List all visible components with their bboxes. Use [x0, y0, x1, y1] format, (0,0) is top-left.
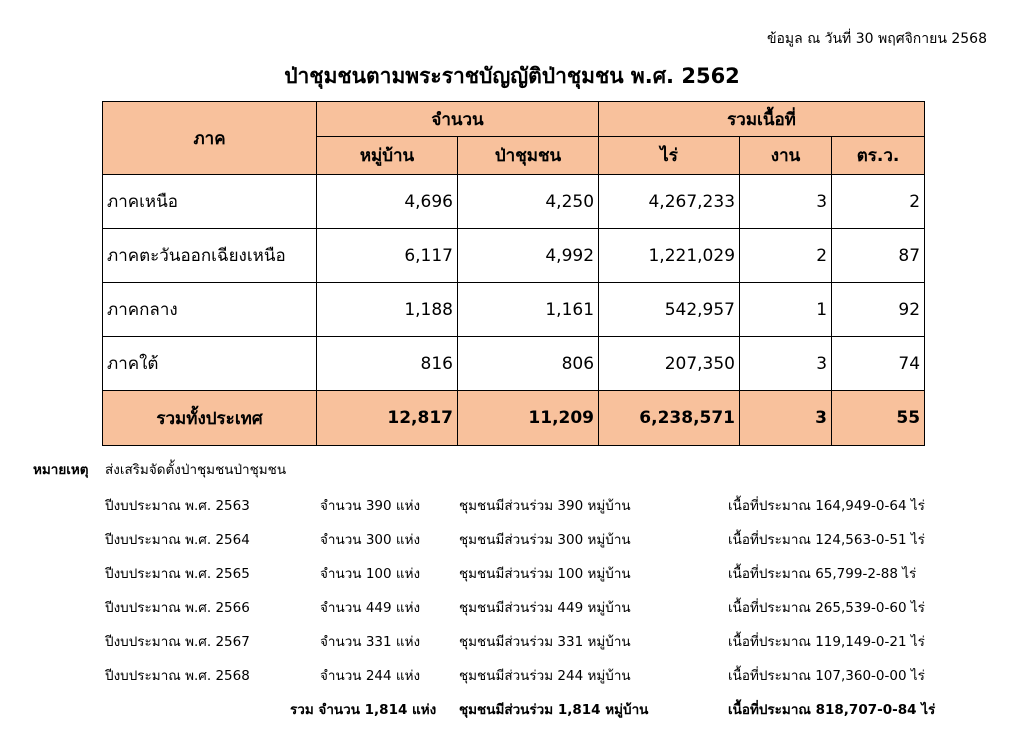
cell-rai: 4,267,233: [599, 175, 740, 229]
header-region: ภาค: [103, 102, 317, 175]
notes-line: [0, 664, 1024, 684]
cell-wa: 92: [832, 283, 925, 337]
header-wa: ตร.ว.: [832, 137, 925, 175]
note-year: ปีงบประมาณ พ.ศ. 2563: [105, 498, 250, 514]
notes-line: [0, 562, 1024, 582]
note-count: จำนวน 244 แห่ง: [320, 668, 421, 684]
note-count: จำนวน 331 แห่ง: [320, 634, 421, 650]
date-note: ข้อมูล ณ วันที่ 30 พฤศจิกายน 2568: [766, 31, 987, 47]
note-community: ชุมชนมีส่วนร่วม 449 หมู่บ้าน: [459, 600, 631, 616]
cell-villages: 6,117: [317, 229, 458, 283]
note-count: จำนวน 390 แห่ง: [320, 498, 421, 514]
note-area: เนื้อที่ประมาณ 65,799-2-88 ไร่: [728, 566, 917, 582]
cell-total-villages: 12,817: [317, 391, 458, 446]
note-community: ชุมชนมีส่วนร่วม 331 หมู่บ้าน: [459, 634, 631, 650]
note-community: ชุมชนมีส่วนร่วม 244 หมู่บ้าน: [459, 668, 631, 684]
cell-wa: 74: [832, 337, 925, 391]
header-villages: หมู่บ้าน: [317, 137, 458, 175]
note-year: ปีงบประมาณ พ.ศ. 2565: [105, 566, 250, 582]
table-row: [103, 337, 925, 391]
table-row: [103, 229, 925, 283]
cell-forests: 806: [458, 337, 599, 391]
cell-villages: 816: [317, 337, 458, 391]
cell-total-forests: 11,209: [458, 391, 599, 446]
cell-forests: 4,250: [458, 175, 599, 229]
cell-ngan: 1: [740, 283, 832, 337]
notes-line: [0, 494, 1024, 514]
notes-heading: ส่งเสริมจัดตั้งป่าชุมชนป่าชุมชน: [105, 462, 287, 478]
community-forest-table: [102, 101, 925, 446]
cell-total-wa: 55: [832, 391, 925, 446]
note-count: จำนวน 100 แห่ง: [320, 566, 421, 582]
note-count: จำนวน 449 แห่ง: [320, 600, 421, 616]
header-rai: ไร่: [599, 137, 740, 175]
note-count: จำนวน 300 แห่ง: [320, 532, 421, 548]
note-community: ชุมชนมีส่วนร่วม 390 หมู่บ้าน: [459, 498, 631, 514]
notes-line: [0, 596, 1024, 616]
cell-wa: 87: [832, 229, 925, 283]
notes-line: [0, 528, 1024, 548]
cell-ngan: 3: [740, 175, 832, 229]
cell-total-rai: 6,238,571: [599, 391, 740, 446]
cell-villages: 1,188: [317, 283, 458, 337]
header-area-group: รวมเนื้อที่: [599, 102, 925, 137]
cell-rai: 207,350: [599, 337, 740, 391]
header-count-group: จำนวน: [317, 102, 599, 137]
note-community: ชุมชนมีส่วนร่วม 300 หมู่บ้าน: [459, 532, 631, 548]
note-area: เนื้อที่ประมาณ 124,563-0-51 ไร่: [728, 532, 925, 548]
summary-community: ชุมชนมีส่วนร่วม 1,814 หมู่บ้าน: [459, 702, 649, 718]
note-area: เนื้อที่ประมาณ 265,539-0-60 ไร่: [728, 600, 925, 616]
cell-ngan: 3: [740, 337, 832, 391]
cell-ngan: 2: [740, 229, 832, 283]
note-area: เนื้อที่ประมาณ 107,360-0-00 ไร่: [728, 668, 925, 684]
summary-count: รวม จำนวน 1,814 แห่ง: [290, 702, 437, 718]
cell-region: ภาคเหนือ: [103, 175, 317, 229]
note-area: เนื้อที่ประมาณ 119,149-0-21 ไร่: [728, 634, 925, 650]
total-row: [103, 391, 925, 446]
cell-region: ภาคกลาง: [103, 283, 317, 337]
note-community: ชุมชนมีส่วนร่วม 100 หมู่บ้าน: [459, 566, 631, 582]
header-row-group: [103, 102, 925, 137]
note-year: ปีงบประมาณ พ.ศ. 2566: [105, 600, 250, 616]
cell-rai: 542,957: [599, 283, 740, 337]
cell-total-label: รวมทั้งประเทศ: [103, 391, 317, 446]
cell-wa: 2: [832, 175, 925, 229]
note-area: เนื้อที่ประมาณ 164,949-0-64 ไร่: [728, 498, 925, 514]
note-year: ปีงบประมาณ พ.ศ. 2567: [105, 634, 250, 650]
header-forests: ป่าชุมชน: [458, 137, 599, 175]
header-ngan: งาน: [740, 137, 832, 175]
cell-forests: 4,992: [458, 229, 599, 283]
summary-area: เนื้อที่ประมาณ 818,707-0-84 ไร่: [728, 702, 936, 718]
page-title: ป่าชุมชนตามพระราชบัญญัติป่าชุมชน พ.ศ. 2562: [284, 64, 740, 88]
note-year: ปีงบประมาณ พ.ศ. 2568: [105, 668, 250, 684]
cell-villages: 4,696: [317, 175, 458, 229]
notes-summary: [0, 698, 1024, 718]
notes-line: [0, 630, 1024, 650]
table-row: [103, 175, 925, 229]
table-row: [103, 283, 925, 337]
cell-region: ภาคตะวันออกเฉียงเหนือ: [103, 229, 317, 283]
cell-total-ngan: 3: [740, 391, 832, 446]
notes-label: หมายเหตุ: [33, 462, 89, 478]
cell-region: ภาคใต้: [103, 337, 317, 391]
note-year: ปีงบประมาณ พ.ศ. 2564: [105, 532, 250, 548]
cell-forests: 1,161: [458, 283, 599, 337]
cell-rai: 1,221,029: [599, 229, 740, 283]
